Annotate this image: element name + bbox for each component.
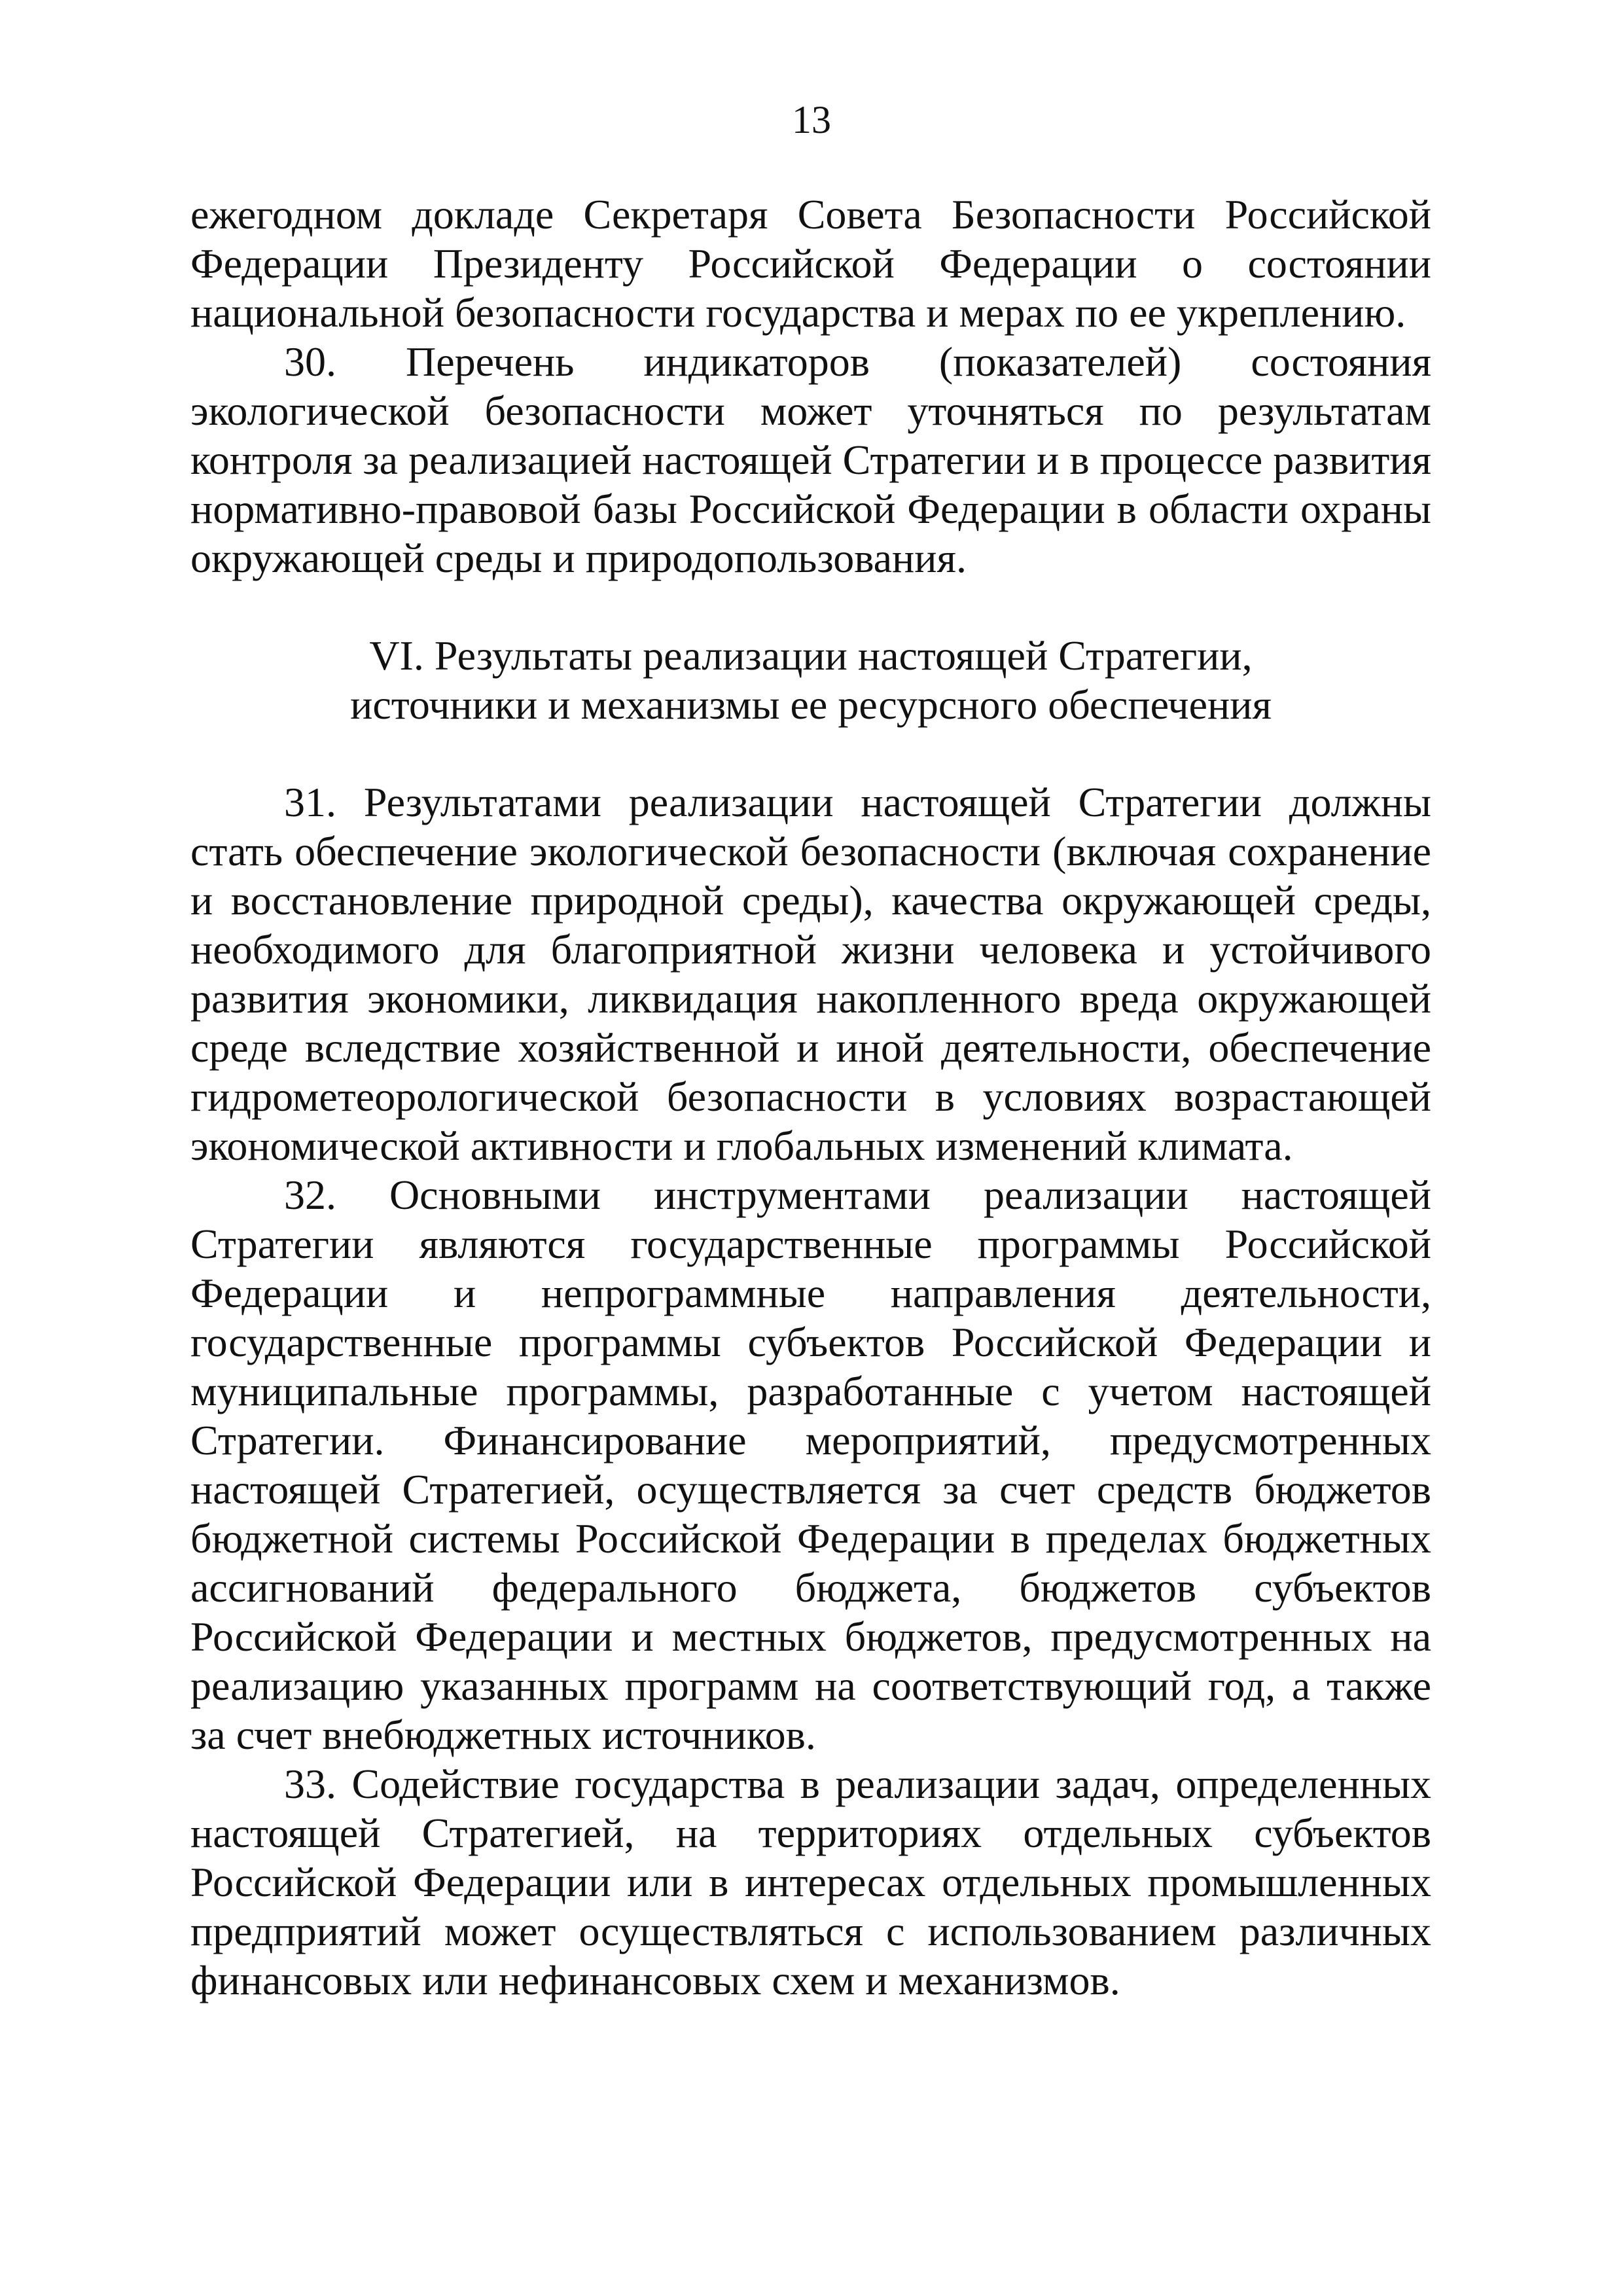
page-number: 13 — [792, 98, 831, 141]
section-heading — [190, 631, 1431, 729]
document-body — [190, 190, 1431, 2005]
paragraph-continuation: ежегодном докладе Секретаря Совета Безопасности Российской Федерации Президенту Российской Федерации о состоянии национальной безопасности государства и мерах по ее укреплению. — [190, 191, 1431, 336]
paragraph-31: 31. Результатами реализации настоящей Стратегии должны стать обеспечение экологической безопасности (включая сохранение и восстановление природной среды), качества окружающей среды, необходимого для благоприятной жизни человека и устойчивого развития экономики, ликвидация накопленного вреда окружающей среде вследствие хозяйственной и иной деятельности, обеспечение гидрометеорологической безопасности в условиях возрастающей экономической активности и глобальных изменений климата. — [190, 779, 1431, 1169]
spacer — [190, 583, 1431, 631]
section-heading-line-1: VI. Результаты реализации настоящей Стратегии, — [369, 632, 1253, 679]
section-heading-line-2: источники и механизмы ее ресурсного обеспечения — [350, 681, 1272, 728]
paragraph-32: 32. Основными инструментами реализации настоящей Стратегии являются государственные программы Российской Федерации и непрограммные направления деятельности, государственные программы субъектов Российской Федерации и муниципальные программы, разработанные с учетом настоящей Стратегии. Финансирование мероприятий, предусмотренных настоящей Стратегией, осуществляется за счет средств бюджетов бюджетной системы Российской Федерации в пределах бюджетных ассигнований федерального бюджета, бюджетов субъектов Российской Федерации и местных бюджетов, предусмотренных на реализацию указанных программ на соответствующий год, а также за счет внебюджетных источников. — [190, 1172, 1431, 1758]
paragraph-30: 30. Перечень индикаторов (показателей) состояния экологической безопасности может уточняться по результатам контроля за реализацией настоящей Стратегии и в процессе развития нормативно-правовой базы Российской Федерации в области охраны окружающей среды и природопользования. — [190, 338, 1431, 581]
spacer — [190, 729, 1431, 778]
paragraph-33: 33. Содействие государства в реализации задач, определенных настоящей Стратегией, на территориях отдельных субъектов Российской Федерации или в интересах отдельных промышленных предприятий может осуществляться с использованием различных финансовых или нефинансовых схем и механизмов. — [190, 1761, 1431, 2003]
